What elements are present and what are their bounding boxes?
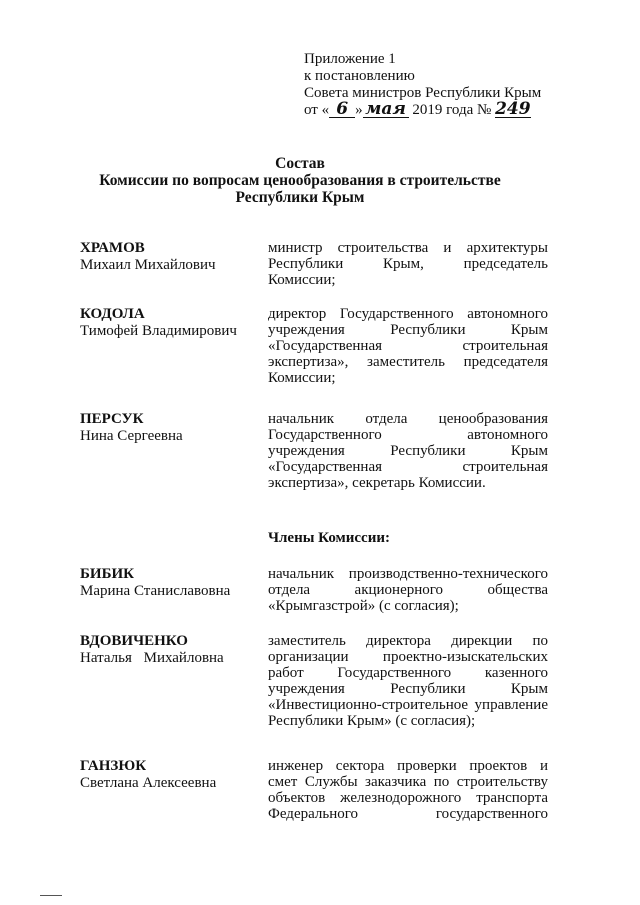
role-line: «Государственная строительная: [268, 338, 548, 354]
appendix-date-line: [304, 99, 541, 119]
appendix-line-1: Приложение 1: [304, 51, 396, 67]
person-role: [268, 758, 548, 822]
person-given-name: Михаил Михайлович: [80, 257, 216, 273]
person-name: [80, 240, 260, 274]
title-line-1: Состав: [275, 155, 325, 172]
role-line: Комиссии;: [268, 370, 336, 386]
document-title: [0, 155, 600, 206]
person-given-name: Нина Сергеевна: [80, 428, 183, 444]
role-line: инженер сектора проверки проектов и: [268, 758, 548, 774]
role-line: Комиссии;: [268, 272, 336, 288]
person-name: [80, 633, 260, 667]
date-prefix: от «: [304, 102, 330, 118]
person-name: [80, 758, 260, 792]
role-line: экспертиза», секретарь Комиссии.: [268, 475, 486, 491]
role-line: заместитель директора дирекции по: [268, 633, 548, 649]
role-line: начальник отдела ценообразования: [268, 411, 548, 427]
decree-number: 249: [495, 99, 531, 119]
person-name: [80, 411, 260, 445]
role-line: учреждения Республики Крым: [268, 681, 548, 697]
person-surname: БИБИК: [80, 566, 135, 582]
role-line: директор Государственного автономного: [268, 306, 548, 322]
person-given-name: Марина Станиславовна: [80, 583, 231, 599]
role-line: организации проектно-изыскательских: [268, 649, 548, 665]
person-role: [268, 411, 548, 491]
date-year: 2019 года №: [412, 102, 492, 118]
role-line: смет Службы заказчика по строительству: [268, 774, 548, 790]
appendix-line-2: к постановлению: [304, 68, 415, 84]
appendix-line-3: Совета министров Республики Крым: [304, 85, 542, 101]
person-given-name: Наталья Михайловна: [80, 650, 224, 666]
role-line: начальник производственно-технического: [268, 566, 548, 582]
person-name: [80, 306, 260, 340]
date-mid: »: [355, 102, 363, 118]
role-line: отдела акционерного общества: [268, 582, 548, 598]
role-line: Республики Крым» (с согласия);: [268, 713, 476, 729]
scan-mark: [40, 895, 62, 896]
role-line: «Государственная строительная: [268, 459, 548, 475]
appendix-block: [304, 51, 541, 119]
person-role: [268, 566, 548, 614]
title-line-2: Комиссии по вопросам ценообразования в строительстве: [99, 172, 501, 189]
role-line: экспертиза», заместитель председателя: [268, 354, 548, 370]
person-name: [80, 566, 260, 600]
role-line: Республики Крым, председатель: [268, 256, 548, 272]
role-line: министр строительства и архитектуры: [268, 240, 548, 256]
role-line: Федерального государственного: [268, 806, 548, 822]
date-day: 6: [329, 102, 355, 118]
person-surname: ВДОВИЧЕНКО: [80, 633, 188, 649]
person-role: [268, 306, 548, 386]
person-surname: ХРАМОВ: [80, 240, 145, 256]
role-line: объектов железнодорожного транспорта: [268, 790, 548, 806]
person-surname: КОДОЛА: [80, 306, 145, 322]
role-line: Государственного автономного: [268, 427, 548, 443]
person-given-name: Светлана Алексеевна: [80, 775, 217, 791]
role-line: «Инвестиционно-строительное управление: [268, 697, 548, 713]
role-line: «Крымгазстрой» (с согласия);: [268, 598, 459, 614]
role-line: учреждения Республики Крым: [268, 443, 548, 459]
person-surname: ГАНЗЮК: [80, 758, 147, 774]
person-role: [268, 633, 548, 729]
role-line: работ Государственного казенного: [268, 665, 548, 681]
person-surname: ПЕРСУК: [80, 411, 144, 427]
person-role: [268, 240, 548, 288]
role-line: учреждения Республики Крым: [268, 322, 548, 338]
members-heading: Члены Комиссии:: [268, 530, 390, 546]
person-given-name: Тимофей Владимирович: [80, 323, 237, 339]
title-line-3: Республики Крым: [235, 189, 365, 206]
date-month: мая: [363, 102, 409, 118]
